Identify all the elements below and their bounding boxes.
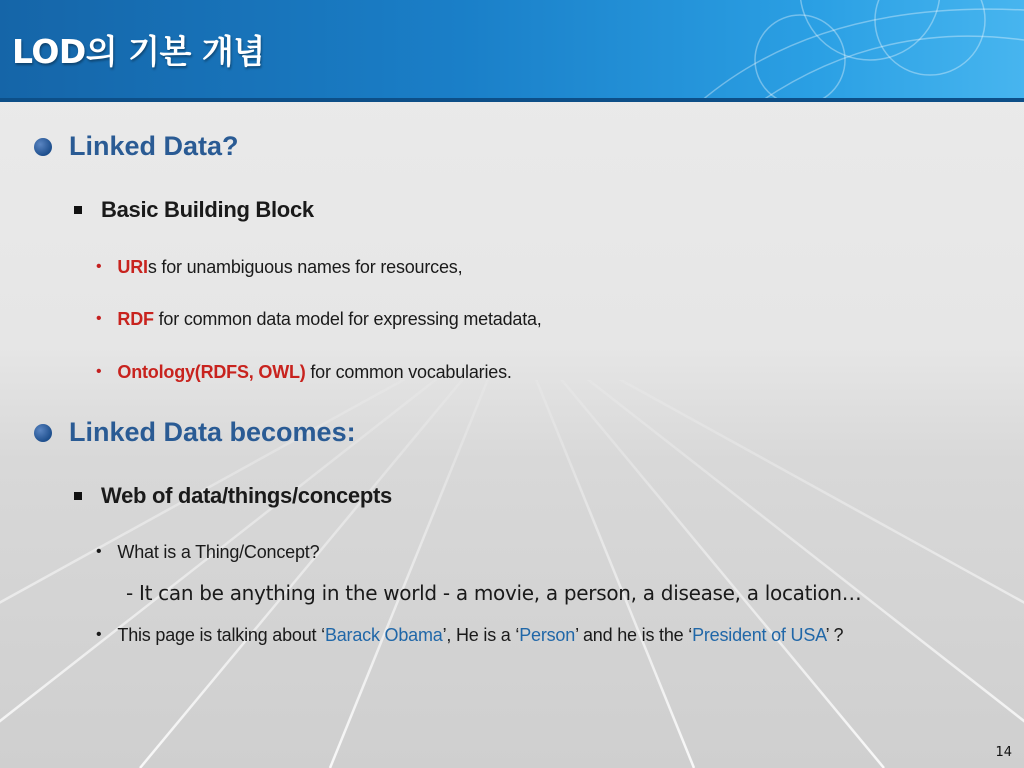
highlight-president: President of USA: [692, 625, 826, 645]
list-item: [96, 617, 977, 653]
round-bullet-icon: [34, 138, 52, 156]
square-bullet-icon: [74, 492, 82, 500]
item-text: ’, He is a ‘: [442, 625, 520, 645]
list-item: [96, 534, 977, 570]
keyword-rdf: RDF: [117, 309, 154, 329]
heading-text: Linked Data?: [69, 131, 239, 161]
item-text: ’ and he is the ‘: [575, 625, 693, 645]
round-bullet-icon: [34, 424, 52, 442]
heading-text: Linked Data becomes:: [69, 417, 356, 447]
item-text: for common data model for expressing metadata,: [153, 309, 542, 329]
dot-bullet-icon: •: [96, 363, 102, 380]
subheading-text: Basic Building Block: [101, 197, 314, 222]
keyword-ontology: Ontology(RDFS, OWL): [117, 362, 306, 382]
highlight-barack-obama: Barack Obama: [324, 625, 443, 645]
list-item: [96, 354, 977, 390]
item-detail: - It can be anything in the world - a movie, a person, a disease, a location…: [126, 581, 862, 605]
subheading-web-of-data: [74, 483, 392, 509]
list-item: [96, 301, 977, 337]
list-item: [96, 249, 977, 285]
square-bullet-icon: [74, 206, 82, 214]
dot-bullet-icon: •: [96, 543, 102, 560]
heading-linked-data-becomes: [34, 417, 356, 448]
dot-bullet-icon: •: [96, 310, 102, 327]
item-text: What is a Thing/Concept?: [117, 542, 320, 562]
title-bar: [0, 0, 1024, 102]
item-text: ’ ?: [825, 625, 844, 645]
dot-bullet-icon: •: [96, 626, 102, 643]
item-text: for common vocabularies.: [305, 362, 512, 382]
item-text: s for unambiguous names for resources,: [147, 257, 463, 277]
slide-title: LOD의 기본 개념: [12, 32, 265, 71]
keyword-uri: URI: [117, 257, 148, 277]
highlight-person: Person: [519, 625, 576, 645]
heading-linked-data: [34, 131, 239, 162]
item-text: This page is talking about ‘: [117, 625, 325, 645]
page-number: 14: [995, 745, 1012, 760]
subheading-text: Web of data/things/concepts: [101, 483, 392, 508]
dot-bullet-icon: •: [96, 258, 102, 275]
subheading-basic-building-block: [74, 197, 314, 223]
